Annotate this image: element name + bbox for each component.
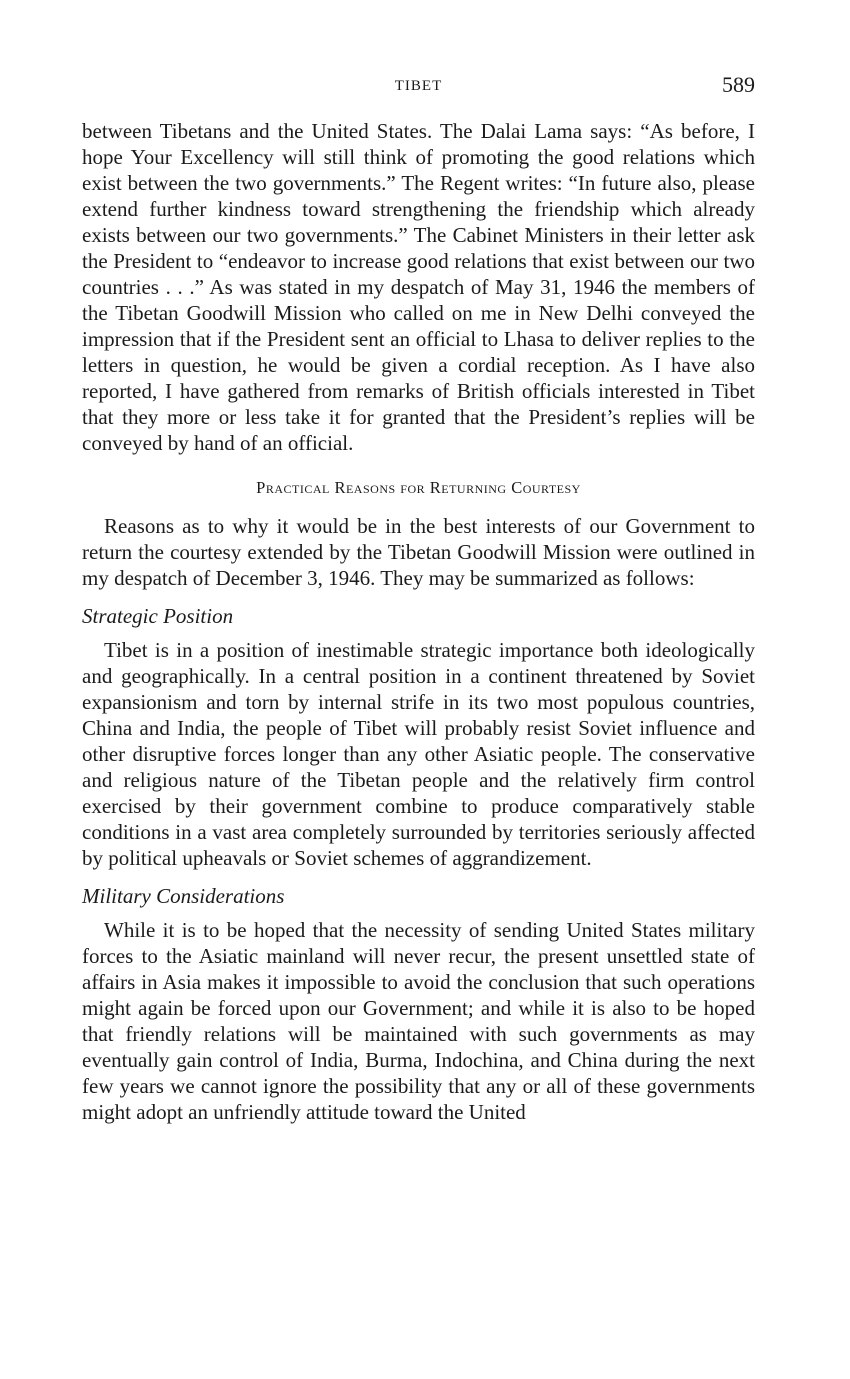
- section-title: Practical Reasons for Returning Courtesy: [256, 478, 581, 497]
- paragraph-reasons: Reasons as to why it would be in the best interests of our Government to return the courtesy extended by the Tibetan Goodwill Mission were outlined in my despatch of December 3, 1946. They may be summarized as follows:: [82, 514, 755, 590]
- paragraph-strategic-position: Tibet is in a position of inestimable strategic importance both ideologically and geographically. In a central position in a continent threatened by Soviet expansionism and torn by internal strife in its two most populous countries, China and India, the people of Tibet will probably resist Soviet influence and other disruptive forces longer than any other Asiatic people. The conservative and religious nature of the Tibetan people and the relatively firm control exercised by their government combine to produce comparatively stable conditions in a vast area completely surrounded by territories seriously affected by political upheavals or Soviet schemes of aggrandizement.: [82, 638, 755, 870]
- page-number: 589: [722, 72, 755, 97]
- subheading-military-considerations: Military Considerations: [82, 884, 285, 908]
- paragraph-continuation: between Tibetans and the United States. The Dalai Lama says: “As before, I hope Your Excellency will still think of promoting the good relations which exist between the two governments.” The Regent writes: “In future also, please extend further kindness toward strengthening the friendship which already exists between our two governments.” The Cabinet Ministers in their letter ask the President to “endeavor to increase good relations that exist between our two countries . . .” As was stated in my despatch of May 31, 1946 the members of the Tibetan Goodwill Mission who called on me in New Delhi conveyed the impression that if the President sent an official to Lhasa to deliver replies to the letters in question, he would be given a cordial reception. As I have also reported, I have gathered from remarks of British officials interested in Tibet that they more or less take it for granted that the President’s replies will be conveyed by hand of an official.: [82, 119, 755, 455]
- paragraph-military-considerations: While it is to be hoped that the necessity of sending United States military forces to the Asiatic mainland will never recur, the present unsettled state of affairs in Asia makes it impossible to avoid the conclusion that such operations might again be forced upon our Government; and while it is also to be hoped that friendly relations will be maintained with such governments as may eventually gain control of India, Burma, Indochina, and China during the next few years we cannot ignore the possibility that any or all of these governments might adopt an unfriendly attitude toward the United: [82, 918, 755, 1124]
- subheading-strategic-position: Strategic Position: [82, 604, 234, 628]
- document-body: [82, 118, 755, 1125]
- page-header: [82, 72, 755, 102]
- running-head: TIBET: [394, 78, 443, 94]
